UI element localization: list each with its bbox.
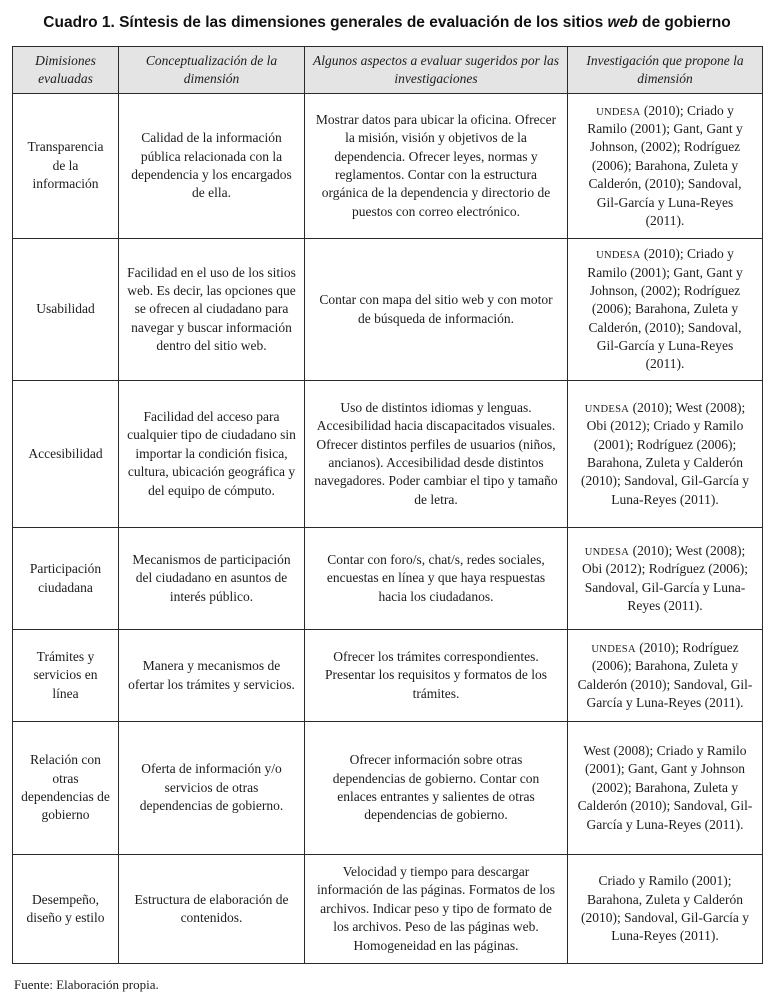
dimension-cell: Trámites y servicios en línea (13, 630, 119, 722)
header-conceptualization: Conceptualización de la dimensión (119, 46, 305, 93)
research-cell (568, 381, 763, 528)
aspects-cell: Velocidad y tiempo para descargar información de las páginas. Formatos de los archivos. Indicar peso y tipo de formato de los archivos. Peso de las páginas web. Homogeneidad en las páginas. (305, 855, 568, 964)
undesa-smallcaps: UNDESA (596, 106, 641, 118)
title-text: Cuadro 1. Síntesis de las dimensiones generales de evaluación de los sitios (43, 14, 608, 31)
source-text: Fuente: Elaboración propia. (14, 977, 159, 993)
concept-cell: Mecanismos de participación del ciudadano en asuntos de interés público. (119, 528, 305, 630)
table-row-desempeno (13, 855, 763, 964)
dimension-cell: Participación ciudadana (13, 528, 119, 630)
undesa-smallcaps: UNDESA (591, 643, 636, 655)
research-cell (568, 630, 763, 722)
aspects-cell: Ofrecer información sobre otras dependencias de gobierno. Contar con enlaces entrantes y salientes de otras dependencias de gobierno. (305, 722, 568, 855)
concept-cell: Calidad de la información pública relacionada con la dependencia y los encargados de ella. (119, 94, 305, 239)
aspects-cell: Mostrar datos para ubicar la oficina. Ofrecer la misión, visión y objetivos de la dependencia. Ofrecer leyes, normas y reglamentos. Contar con la estructura orgánica de la dependencia y directorio de puestos con correo electrónico. (305, 94, 568, 239)
research-cell (568, 855, 763, 964)
header-research: Investigación que propone la dimensión (568, 46, 763, 93)
aspects-cell: Contar con foro/s, chat/s, redes sociales, encuestas en línea y que haya respuestas hacia los ciudadanos. (305, 528, 568, 630)
source-note (12, 977, 762, 993)
dimension-cell: Transparencia de la información (13, 94, 119, 239)
dimension-cell: Relación con otras dependencias de gobierno (13, 722, 119, 855)
citation-text: West (2008); Criado y Ramilo (2001); Gant, Gant y Johnson (2002); Barahona, Zuleta y Calderón (2010); Sandoval, Gil-García y Luna-Reyes (2011). (577, 743, 753, 832)
undesa-smallcaps: UNDESA (596, 250, 641, 262)
dimension-cell: Usabilidad (13, 239, 119, 381)
dimension-cell: Desempeño, diseño y estilo (13, 855, 119, 964)
citation-text: (2010); Criado y Ramilo (2001); Gant, Gant y Johnson, (2002); Rodríguez (2006); Barahona, Zuleta y Calderón, (2010); Sandoval, Gil-García y Luna-Reyes (2011). (587, 102, 743, 228)
concept-cell: Oferta de información y/o servicios de otras dependencias de gobierno. (119, 722, 305, 855)
citation-text: Criado y Ramilo (2001); Barahona, Zuleta y Calderón (2010); Sandoval, Gil-García y Luna-Reyes (2011). (581, 873, 749, 944)
table-row-usabilidad (13, 239, 763, 381)
citation-text: (2010); Rodríguez (2006); Barahona, Zuleta y Calderón (2010); Sandoval, Gil-García y Luna-Reyes (2011). (577, 639, 753, 710)
concept-cell: Facilidad en el uso de los sitios web. Es decir, las opciones que se ofrecen al ciudadano para navegar y buscar información dentro del sitio web. (119, 239, 305, 381)
research-cell (568, 528, 763, 630)
table-row-transparencia (13, 94, 763, 239)
table-row-participacion (13, 528, 763, 630)
header-row (13, 46, 763, 93)
citation-text: (2010); West (2008); Obi (2012); Criado y Ramilo (2001); Rodríguez (2006); Barahona, Zuleta y Calderón (2010); Sandoval, Gil-García y Luna-Reyes (2011). (581, 399, 749, 507)
citation-text: (2010); West (2008); Obi (2012); Rodríguez (2006); Sandoval, Gil-García y Luna-Reyes (2011). (581, 542, 749, 613)
research-cell (568, 94, 763, 239)
concept-cell: Estructura de elaboración de contenidos. (119, 855, 305, 964)
concept-cell: Facilidad del acceso para cualquier tipo de ciudadano sin importar la condición fisica, cultura, ubicación geográfica y del equipo de cómputo. (119, 381, 305, 528)
header-dimensions: Dimisiones evaluadas (13, 46, 119, 93)
aspects-cell: Contar con mapa del sitio web y con motor de búsqueda de información. (305, 239, 568, 381)
table-row-tramites (13, 630, 763, 722)
research-cell (568, 722, 763, 855)
concept-cell: Manera y mecanismos de ofertar los trámites y servicios. (119, 630, 305, 722)
title-suffix: de gobierno (637, 14, 731, 31)
undesa-smallcaps: UNDESA (584, 403, 630, 415)
research-cell (568, 239, 763, 381)
header-aspects: Algunos aspectos a evaluar sugeridos por las investigaciones (305, 46, 568, 93)
table-row-relacion (13, 722, 763, 855)
undesa-smallcaps: UNDESA (584, 546, 630, 558)
title-italic-word: web (607, 14, 638, 31)
evaluation-dimensions-table (12, 46, 763, 964)
dimension-cell: Accesibilidad (13, 381, 119, 528)
citation-text: (2010); Criado y Ramilo (2001); Gant, Gant y Johnson, (2002); Rodríguez (2006); Barahona, Zuleta y Calderón, (2010); Sandoval, Gil-García y Luna-Reyes (2011). (587, 246, 743, 372)
table-row-accesibilidad (13, 381, 763, 528)
table-title (12, 14, 762, 33)
aspects-cell: Ofrecer los trámites correspondientes. Presentar los requisitos y formatos de los trámites. (305, 630, 568, 722)
aspects-cell: Uso de distintos idiomas y lenguas. Accesibilidad hacia discapacitados visuales. Ofrecer distintos perfiles de usuarios (niños, ancianos). Accesibilidad desde distintos navegadores. Poder cambiar el tipo y tamaño de letra. (305, 381, 568, 528)
